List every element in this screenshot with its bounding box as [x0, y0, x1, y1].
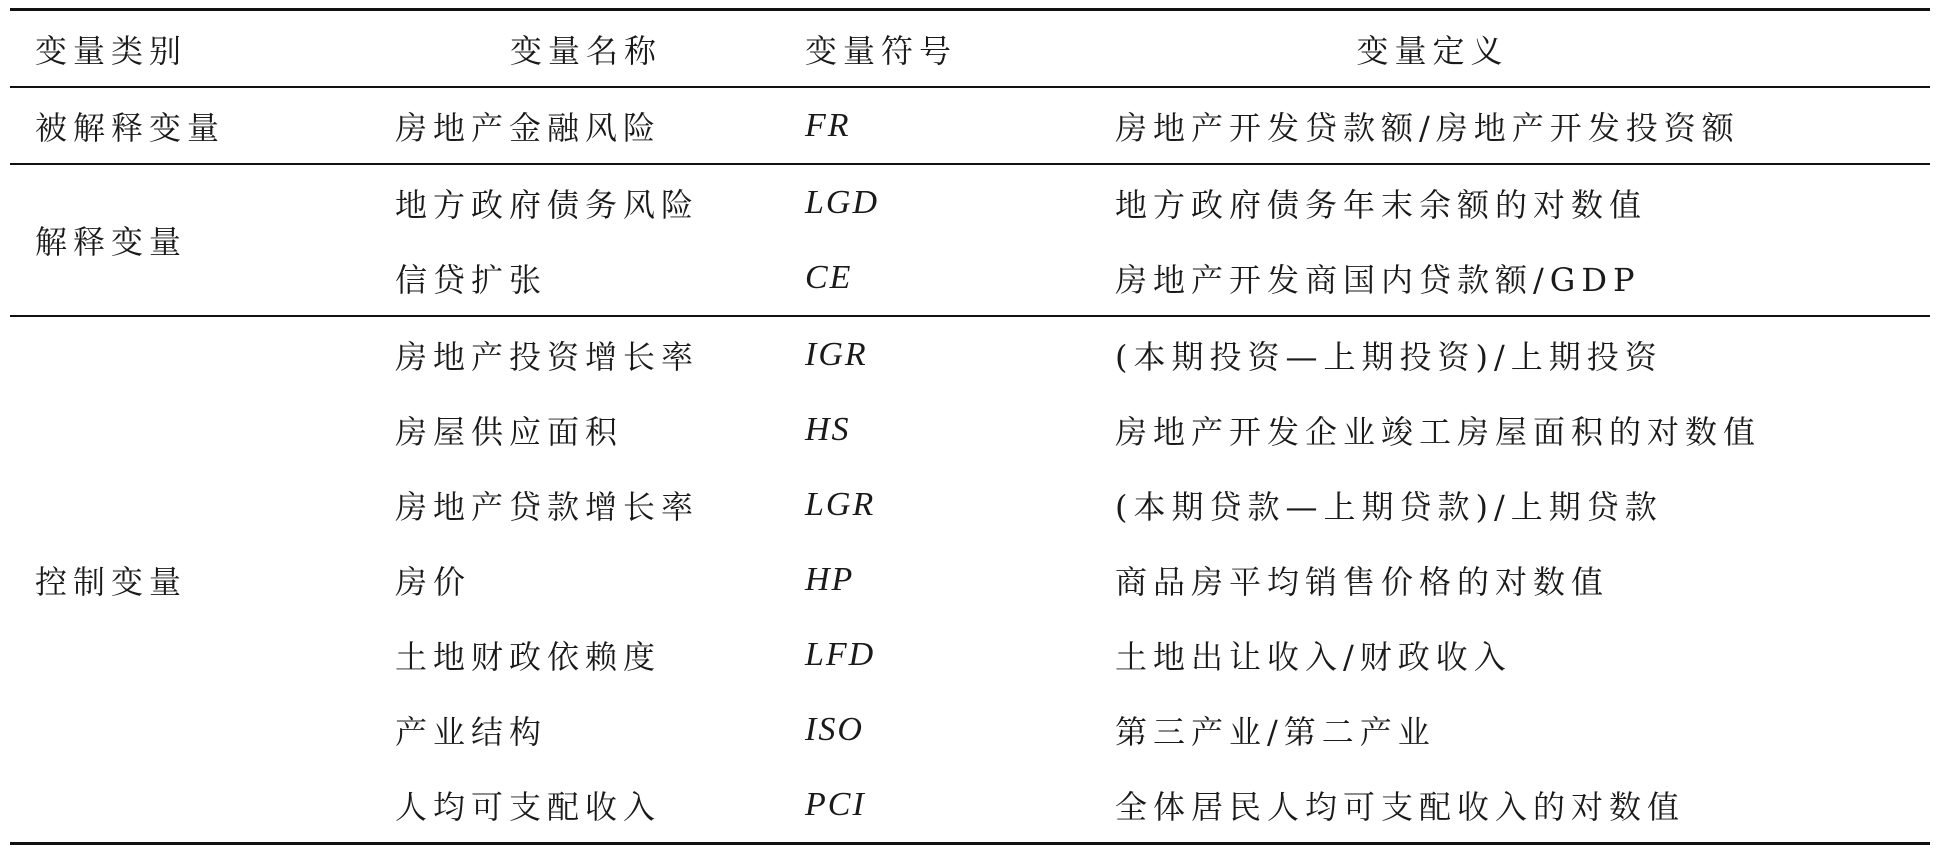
variable-definition-cell: 地方政府债务年末余额的对数值: [1115, 185, 1648, 224]
variable-definition-cell: 房地产开发贷款额/房地产开发投资额: [1085, 87, 1930, 164]
variable-definition-cell: 房地产开发企业竣工房屋面积的对数值: [1115, 412, 1762, 451]
variable-name-cell: 房屋供应面积: [395, 412, 624, 451]
variable-symbol-cell: HS: [805, 410, 851, 448]
variable-name-cell: 房地产贷款增长率: [395, 487, 700, 526]
variable-name-cell: 土地财政依赖度: [395, 637, 662, 676]
category-cell: 被解释变量: [10, 87, 375, 164]
variable-name-cell: 人均可支配收入: [375, 767, 805, 844]
variable-name-cell: 产业结构: [395, 712, 548, 751]
variable-symbol-cell: LGD: [805, 183, 880, 221]
variable-symbol-cell: IGR: [805, 335, 868, 373]
variable-definition-cell: 土地出让收入/财政收入: [1115, 637, 1512, 676]
variable-definition-table-container: [10, 8, 1930, 845]
variable-name-cell: 房地产投资增长率: [395, 337, 700, 376]
header-definition: 变量定义: [1085, 10, 1930, 88]
variable-definition-cell: (本期投资—上期投资)/上期投资: [1115, 337, 1663, 376]
variable-symbol-cell: LFD: [805, 635, 876, 673]
variable-symbol-cell: CE: [805, 240, 1085, 316]
table-row: [10, 164, 1930, 240]
variable-definition-cell: (本期贷款—上期贷款)/上期贷款: [1115, 487, 1663, 526]
category-cell: 解释变量: [10, 164, 375, 316]
variable-symbol-cell: ISO: [805, 710, 864, 748]
variable-symbol-cell: HP: [805, 560, 855, 598]
variable-symbol-cell: PCI: [805, 767, 1085, 844]
variable-definition-cell: 商品房平均销售价格的对数值: [1115, 562, 1610, 601]
variable-definition-table: [10, 8, 1930, 845]
variable-symbol-cell: FR: [805, 87, 1085, 164]
variable-name-cell: 房地产金融风险: [375, 87, 805, 164]
variable-name-cell: 信贷扩张: [375, 240, 805, 316]
variable-definition-cell: 第三产业/第二产业: [1115, 712, 1436, 751]
header-symbol: 变量符号: [805, 10, 1085, 88]
variable-definition-cell: 全体居民人均可支配收入的对数值: [1085, 767, 1930, 844]
variable-definition-cell: 房地产开发商国内贷款额/GDP: [1085, 240, 1930, 316]
table-body: [10, 87, 1930, 844]
variable-name-cell: 地方政府债务风险: [395, 185, 700, 224]
table-header: [10, 10, 1930, 88]
variable-symbol-cell: LGR: [805, 485, 876, 523]
table-row: [10, 87, 1930, 164]
category-cell: 控制变量: [10, 316, 375, 844]
table-row: [10, 316, 1930, 392]
header-row: [10, 10, 1930, 88]
header-category: 变量类别: [10, 10, 375, 88]
header-name: 变量名称: [375, 10, 805, 88]
variable-name-cell: 房价: [395, 562, 472, 601]
